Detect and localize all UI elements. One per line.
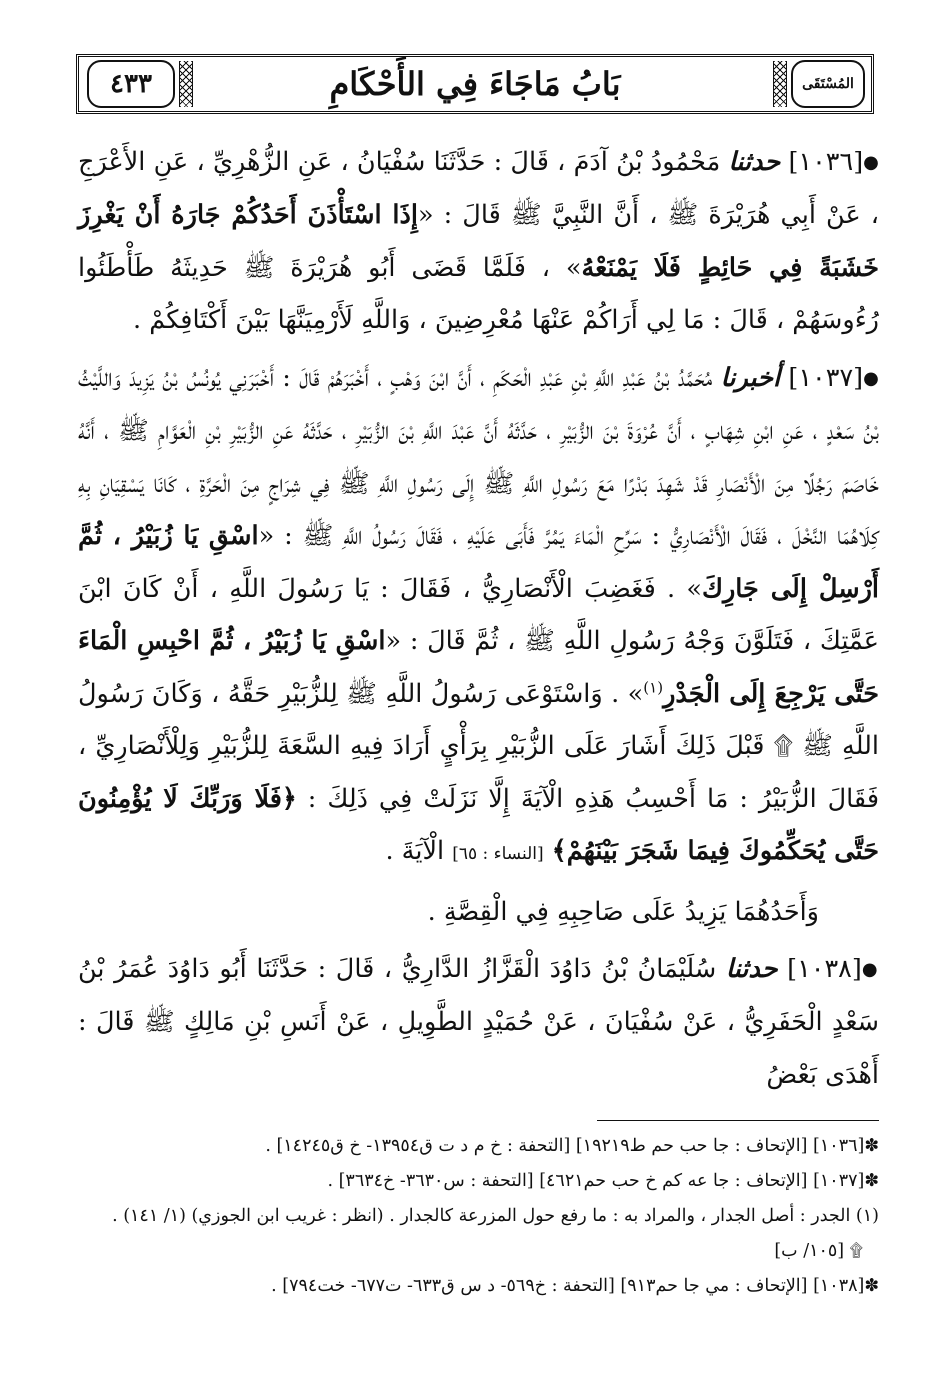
hadith-1036 bbox=[78, 136, 879, 347]
hadith-text: الْآيَةَ . bbox=[385, 836, 445, 866]
footnote-rule bbox=[597, 1120, 879, 1121]
header-ornament-left bbox=[179, 61, 193, 107]
main-text bbox=[78, 136, 879, 1101]
chapter-title: بَابُ مَاجَاءَ فِي الأَحْكَامِ bbox=[329, 65, 621, 103]
hadith-bullet: ● bbox=[863, 151, 879, 173]
logo-text: المُسْتَقَى bbox=[802, 76, 854, 92]
page-number-text: ٤٣٣ bbox=[110, 69, 152, 99]
header-logo bbox=[791, 60, 865, 108]
prophetic-saying: اسْقِ يَا زُبَيْرُ ، ثُمَّ احْبِسِ الْمَاءَ حَتَّى يَرْجِعَ إِلَى الْجَدْرِ bbox=[78, 626, 879, 709]
narration-note: وَأَحَدُهُمَا يَزِيدُ عَلَى صَاحِبِهِ فِي الْقِصَّةِ . bbox=[427, 896, 819, 927]
hadith-text: » ، فَلَمَّا قَضَى أَبُو هُرَيْرَةَ ﷺ حَدِيثَهُ طَأْطَئُوا رُءُوسَهُمْ ، قَالَ : مَا لِي أَرَاكُمْ عَنْهَا مُعْرِضِينَ ، وَاللَّهِ لَأَرْمِيَنَّهَا بَيْنَ أَكْتَافِكُمْ . bbox=[78, 252, 879, 336]
quran-verse: ﴿فَلَا وَرَبِّكَ لَا يُؤْمِنُونَ حَتَّى يُحَكِّمُوكَ فِيمَا شَجَرَ بَيْنَهُمْ﴾ bbox=[78, 783, 879, 866]
hadith-number: [١٠٣٧] bbox=[788, 362, 864, 393]
footnote-gloss: (١) الجدر : أصل الجدار ، والمراد به : ما رفع حول المزرعة كالجدار . (انظر : غريب ابن الجوزي) (١/ ١٤١) . bbox=[112, 1206, 879, 1226]
footnote-takhrij-1037: ✽[١٠٣٧] [الإتحاف : جا عه كم خ حب حم٤٦٢١] [التحفة : س٣٦٣٠- خ٣٦٣٤] . bbox=[327, 1171, 879, 1191]
prophetic-saying: إِذَا اسْتَأْذَنَ أَحَدُكُمْ جَارَهُ أَنْ يَغْرِزَ خَشَبَةً فِي حَائِطٍ فَلَا يَمْنَعْهُ bbox=[78, 200, 879, 283]
hadith-bullet: ● bbox=[863, 367, 879, 389]
page-number bbox=[87, 60, 175, 108]
hadith-text: سُلَيْمَانُ بْنُ دَاوُدَ الْقَزَّازُ الدَّارِيُّ ، قَالَ : حَدَّثَنَا أَبُو دَاوُدَ عُمَرُ بْنُ سَعْدٍ الْحَفَرِيُّ ، عَنْ سُفْيَانَ ، عَنْ حُمَيْدٍ الطَّوِيلِ ، عَنْ أَنَسِ بْنِ مَالِكٍ ﷺ قَالَ : أَهْدَى بَعْضُ bbox=[78, 954, 879, 1090]
hadith-lead: حدثنا bbox=[728, 147, 781, 177]
hadith-bullet: ● bbox=[861, 958, 880, 980]
prophetic-saying: اسْقِ يَا زُبَيْرُ ، ثُمَّ أَرْسِلْ إِلَى جَارِكَ bbox=[78, 521, 879, 604]
hadith-1037 bbox=[78, 352, 879, 881]
footnote-marker: (١) bbox=[643, 678, 664, 696]
footnote-manuscript-ref: ۩ [١٠٥/ ب] bbox=[774, 1241, 863, 1261]
quran-reference: [النساء : ٦٥] bbox=[452, 844, 544, 864]
hadith-number: [١٠٣٦] bbox=[788, 147, 864, 177]
hadith-number: [١٠٣٨] bbox=[787, 954, 862, 984]
hadith-text: » . وَاسْتَوْعَى رَسُولُ اللَّهِ ﷺ لِلزُّبَيْرِ حَقَّهُ ، وَكَانَ رَسُولُ اللَّهِ ﷺ ۩ قَبْلَ ذَلِكَ أَشَارَ عَلَى الزُّبَيْرِ بِرَأْيٍ أَرَادَ فِيهِ السَّعَةَ لِلزُّبَيْرِ وَلِلْأَنْصَارِيِّ ، فَقَالَ الزُّبَيْرُ : مَا أَحْسِبُ هَذِهِ الْآيَةَ إِلَّا نَزَلَتْ فِي ذَلِكَ : bbox=[78, 678, 880, 814]
hadith-text: مَحْمُودُ بْنُ آدَمَ ، قَالَ : حَدَّثَنَا سُفْيَانُ ، عَنِ الزُّهْرِيِّ ، عَنِ الأَعْرَجِ ، عَنْ أَبِي هُرَيْرَةَ ﷺ ، أَنَّ النَّبِيَّ ﷺ قَالَ : « bbox=[78, 147, 879, 231]
footnote-takhrij-1036: ✽[١٠٣٦] [الإتحاف : جا حب حم ط١٩٢١٩] [التحفة : خ م د ت ق١٣٩٥٤- خ ق١٤٢٤٥] . bbox=[265, 1136, 879, 1156]
hadith-lead: أخبرنا bbox=[720, 362, 781, 393]
page-header bbox=[76, 54, 874, 114]
footnotes bbox=[78, 1132, 879, 1301]
hadith-lead: حدثنا bbox=[725, 954, 778, 984]
hadith-text: مُحَمَّدُ بْنُ عَبْدِ اللَّهِ بْنِ عَبْدِ الْحَكَمِ ، أَنَّ ابْنَ وَهْبٍ ، أَخْبَرَهُمْ قَالَ : أَخْبَرَنِي يُونُسُ بْنُ يَزِيدَ وَاللَّيْثُ بْنُ سَعْدٍ ، عَنِ ابْنِ شِهَابٍ ، أَنَّ عُرْوَةَ بْنَ الزُّبَيْرِ ، حَدَّثَهُ أَنَّ عَبْدَ اللَّهِ بْنَ الزُّبَيْرِ ، حَدَّثَهُ عَنِ الزُّبَيْرِ بْنِ الْعَوَّامِ ﷺ ، أَنَّهُ خَاصَمَ رَجُلًا مِنَ الْأَنْصَارِ قَدْ شَهِدَ بَدْرًا مَعَ رَسُولِ اللَّهِ ﷺ إِلَى رَسُولِ اللَّهِ ﷺ فِي شِرَاجٍ مِنَ الْحَرَّةِ ، كَانَا يَسْقِيَانِ بِهِ كِلَاهُمَا النَّخْلَ ، فَقَالَ الْأَنْصَارِيُّ : سَرِّحِ الْمَاءَ يَمُرَّ فَأَبَى عَلَيْهِ ، فَقَالَ رَسُولُ اللَّهِ ﷺ : « bbox=[78, 362, 880, 551]
header-ornament-right bbox=[773, 61, 787, 107]
hadith-text: » . فَغَضِبَ الْأَنْصَارِيُّ ، فَقَالَ : يَا رَسُولَ اللَّهِ ، أَنْ كَانَ ابْنَ عَمَّتِكَ ، فَتَلَوَّنَ وَجْهُ رَسُولِ اللَّهِ ﷺ ، ثُمَّ قَالَ : « bbox=[78, 573, 879, 656]
footnote-takhrij-1038: ✽[١٠٣٨] [الإتحاف : مي جا حم٩١٣] [التحفة : خ٥٦٩- د س ق٦٣٣- ت٦٧٧- خت٧٩٤] . bbox=[271, 1276, 879, 1296]
hadith-1038 bbox=[78, 943, 879, 1101]
